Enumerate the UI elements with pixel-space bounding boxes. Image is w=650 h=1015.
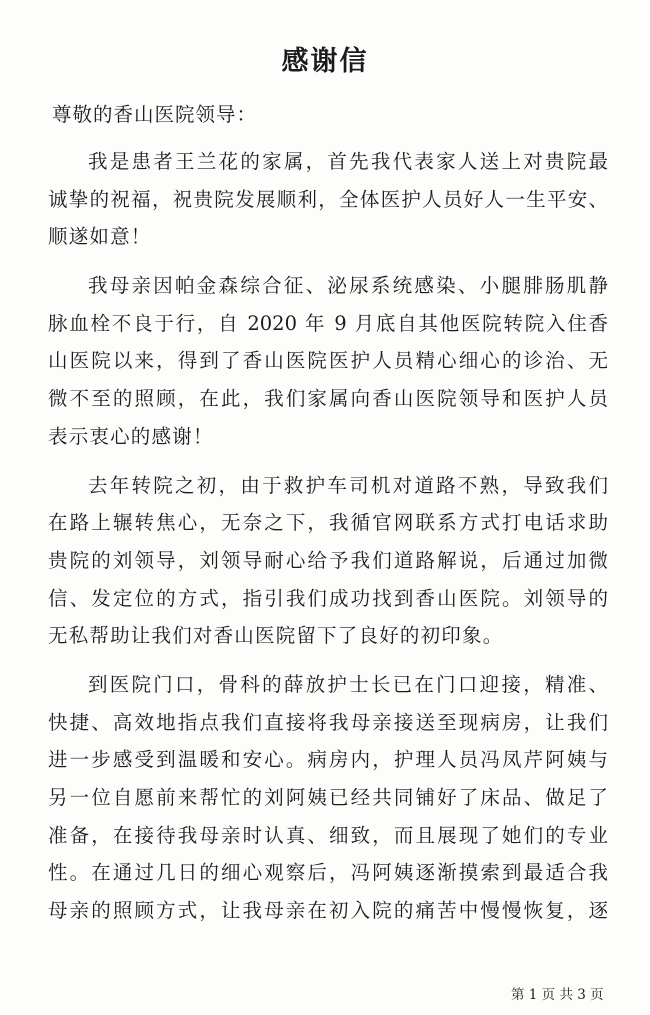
text-line: 山医院以来，得到了香山医院医护人员精心细心的诊治、无 <box>48 349 608 373</box>
text-line: 顺遂如意！ <box>48 225 152 249</box>
text-line: 诚挚的祝福，祝贵院发展顺利，全体医护人员好人一生平安、 <box>48 187 608 211</box>
salutation: 尊敬的香山医院领导： <box>52 103 258 126</box>
text-line: 另一位自愿前来帮忙的刘阿姨已经共同铺好了床品、做足了 <box>48 786 608 809</box>
paragraph <box>48 467 608 655</box>
text-line: 进一步感受到温暖和安心。病房内，护理人员冯凤芹阿姨与 <box>48 748 608 772</box>
text-line: 准备，在接待我母亲时认真、细致，而且展现了她们的专业 <box>48 823 608 847</box>
letter-body <box>48 143 608 929</box>
paragraph-gap <box>48 256 608 268</box>
paragraph <box>48 666 608 929</box>
text-line: 脉血栓不良于行，自 2020 年 9 月底自其他医院转院入住香 <box>48 311 608 335</box>
text-line: 表示衷心的感谢！ <box>48 424 214 448</box>
text-line: 快捷、高效地指点我们直接将我母亲接送至现病房，让我们 <box>48 710 608 734</box>
text-line: 性。在通过几日的细心观察后，冯阿姨逐渐摸索到最适合我 <box>48 861 608 885</box>
text-line: 在路上辗转焦心，无奈之下，我循官网联系方式打电话求助 <box>48 511 608 535</box>
text-line: 贵院的刘领导，刘领导耐心给予我们道路解说，后通过加微 <box>48 548 608 572</box>
text-line: 微不至的照顾，在此，我们家属向香山医院领导和医护人员 <box>48 387 608 411</box>
paragraph <box>48 267 608 455</box>
text-line: 母亲的照顾方式，让我母亲在初入院的痛苦中慢慢恢复，逐 <box>48 898 608 922</box>
text-line: 去年转院之初，由于救护车司机对道路不熟，导致我们 <box>88 473 608 497</box>
text-line: 无私帮助让我们对香山医院留下了良好的初印象。 <box>48 624 504 648</box>
text-line: 到医院门口，骨科的薛放护士长已在门口迎接，精准、 <box>88 673 608 697</box>
text-line: 我母亲因帕金森综合征、泌尿系统感染、小腿腓肠肌静 <box>88 274 608 298</box>
paragraph <box>48 143 608 256</box>
text-line: 我是患者王兰花的家属，首先我代表家人送上对贵院最 <box>88 150 608 173</box>
paragraph-gap <box>48 655 608 667</box>
letter-title: 感谢信 <box>281 46 369 77</box>
text-line: 信、发定位的方式，指引我们成功找到香山医院。刘领导的 <box>48 586 608 610</box>
paragraph-gap <box>48 455 608 467</box>
page-number: 第 1 页 共 3 页 <box>511 987 604 1003</box>
